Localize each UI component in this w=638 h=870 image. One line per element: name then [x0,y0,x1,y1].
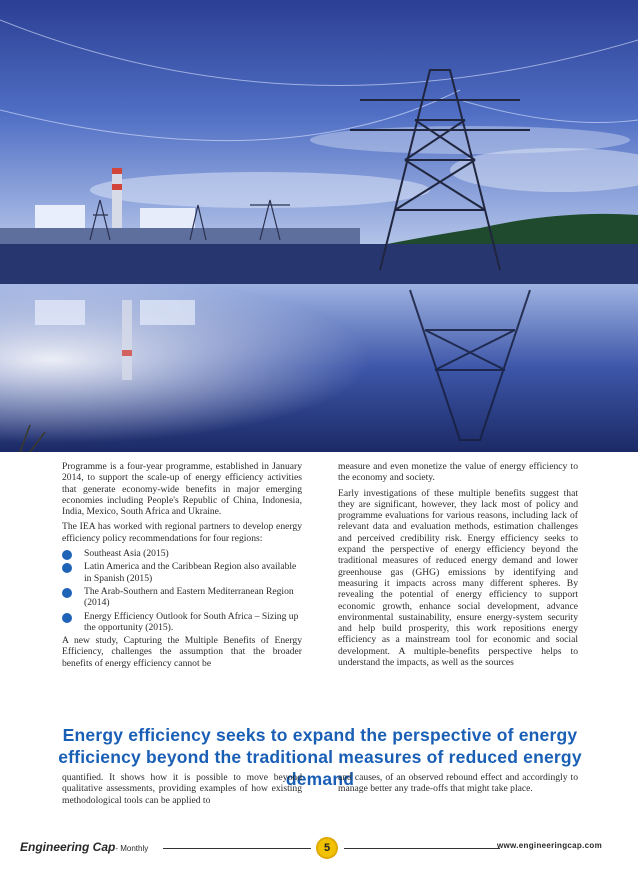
article-column-left-bottom [62,772,302,810]
list-item [62,548,302,559]
brand-suffix: - Monthly [115,844,149,853]
list-item-text: Southeast Asia (2015) [84,548,169,560]
website-url: www.engineeringcap.com [497,841,602,850]
article-column-right-bottom [338,772,578,799]
article-column-right [338,461,578,672]
brand-logo [20,840,148,854]
article-column-left [62,461,302,673]
bullet-icon [62,550,72,560]
regions-list [62,548,302,633]
bullet-icon [62,588,72,598]
footer-divider [344,848,500,849]
footer-divider [163,848,311,849]
paragraph: and causes, of an observed rebound effect and accordingly to manage better any trade-offs that might take place. [338,772,578,795]
list-item-text: Energy Efficiency Outlook for South Africa – Sizing up the opportunity (2015). [84,610,299,633]
bullet-icon [62,613,72,623]
list-item-text: Latin America and the Caribbean Region also available in Spanish (2015) [84,561,297,584]
list-item-text: The Arab-Southern and Eastern Mediterranean Region (2014) [84,585,294,609]
paragraph: measure and even monetize the value of energy efficiency to the economy and society. [338,461,578,484]
paragraph: Early investigations of these multiple benefits suggest that they are significant, however, they lack most of policy and programme evaluations for various reasons, including lack of relevant data and evaluation methods, estimation challenges and perceived credibility risk. Energy efficiency seeks to expand the perspective of energy efficiency beyond the traditional measures of reduced energy demand and lower greenhouse gas (GHG) emissions by identifying and measuring it impacts across many different spheres. By revealing the potential of energy efficiency to support economic growth, enhance social development, advance environmental sustainability, ensure energy-system security and help build prosperity, this work repositions energy efficiency as a mainstream tool for economic and social development. A multiple-benefits perspective helps to understand the impacts, as well as the sources [338,487,578,669]
pull-quote: Energy efficiency seeks to expand the perspective of energy efficiency beyond the traditional measures of reduced energy demand [58,725,582,789]
list-item [62,586,302,609]
page-footer [0,836,638,860]
page-number-badge: 5 [316,837,338,859]
paragraph: A new study, Capturing the Multiple Benefits of Energy Efficiency, challenges the assumption that the broader benefits of energy efficiency cannot be [62,635,302,669]
brand-name: Engineering Cap [20,840,116,854]
paragraph: The IEA has worked with regional partners to develop energy efficiency policy recommendations for four regions: [62,521,302,544]
list-item [62,561,302,584]
paragraph: quantified. It shows how it is possible to move beyond qualitative assessments, providing examples of how existing methodological tools can be applied to [62,772,302,806]
list-item [62,611,302,634]
paragraph: Programme is a four-year programme, established in January 2014, to support the scale-up of energy efficiency activities that generate economy-wide benefits in major emerging economies including People's Republic of China, Indonesia, India, Mexico, South Africa and Ukraine. [62,461,302,518]
bullet-icon [62,563,72,573]
